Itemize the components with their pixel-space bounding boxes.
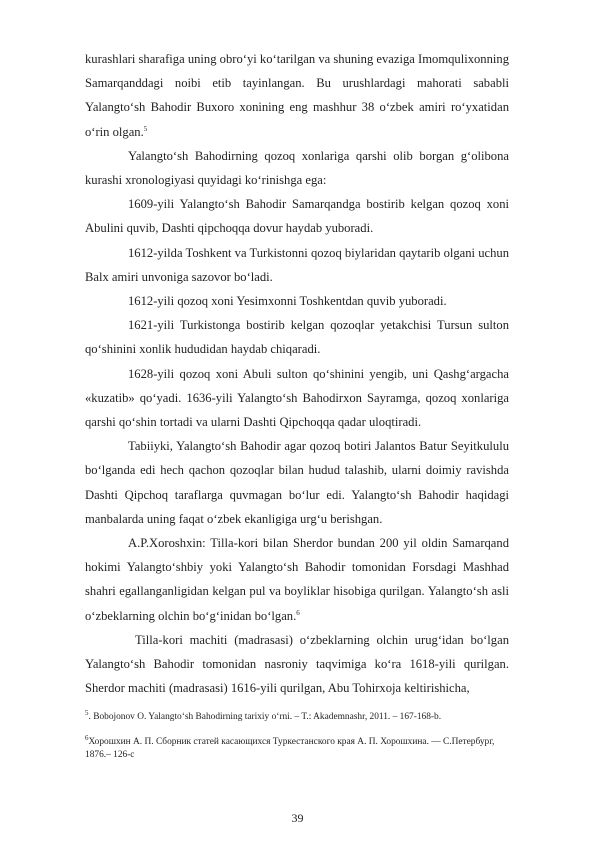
paragraph: 1609-yili Yalangto‘sh Bahodir Samarqandga bostirib kelgan qozoq xoni Abulini quvib, Dashti qipchoqqa dovur haydab yuboradi. [85,197,509,236]
body-text [85,47,509,700]
paragraph: A.P.Xoroshxin: Tilla-kori bilan Sherdor bundan 200 yil oldin Samarqand hokimi Yalangto‘shbiy yoki Yalangto‘sh Bahodir tomonidan Forsdagi Mashhad shahri egallanganligidan kelgan pul va boyliklar hisobiga qurilgan. Yalangto‘sh asli o‘zbeklarning olchin bo‘g‘inidan bo‘lgan.$^6$ [85,536,509,623]
footnote: $^6$Хорошхин А. П. Сборник статей касающихся Туркестанского края А. П. Хорошхина. — С.Петербург, 1876.– 126-с [85,733,495,760]
paragraph: Tabiiyki, Yalangto‘sh Bahodir agar qozoq botiri Jalantos Batur Seyitkululu bo‘lganda edi hech qachon qozoqlar bilan hudud talashib, ularni doimiy ravishda Dashti Qipchoq taraflarga quvmagan bo‘lur edi. Yalangto‘sh Bahodir haqidagi manbalarda uning faqat o‘zbek ekanligiga urg‘u berishgan. [85,439,509,526]
paragraph: kurashlari sharafiga uning obro‘yi ko‘tarilgan va shuning evaziga Imomqulixonning Samarqanddagi noibi etib tayinlangan. Bu urushlardagi mahorati sababli Yalangto‘sh Bahodir Buxoro xonining eng mashhur 38 o‘zbek amiri ro‘yxatidan o‘rin olgan.$^5$ [85,52,509,139]
footnote-mark: 6 [85,733,89,742]
footnote-ref[interactable]: 6 [296,608,300,617]
paragraph: Tilla-kori machiti (madrasasi) o‘zbeklarning olchin urug‘idan bo‘lgan Yalangto‘sh Bahodir tomonidan nasroniy taqvimiga ko‘ra 1618-yili qurilgan. Sherdor machiti (madrasasi) 1616-yili qurilgan, Abu Tohirxoja keltirishicha, [85,632,509,696]
paragraph: 1612-yili qozoq xoni Yesimxonni Toshkentdan quvib yuboradi. [128,294,447,309]
footnote-ref[interactable]: 5 [143,124,148,133]
footnotes [85,708,509,762]
paragraph: 1621-yili Turkistonga bostirib kelgan qozoqlar yetakchisi Tursun sulton qo‘shinini xonlik hududidan haydab chiqaradi. [85,318,509,357]
footnote-mark: 5 [85,708,89,717]
paragraph: 1612-yilda Toshkent va Turkistonni qozoq biylaridan qaytarib olgani uchun Balx amiri unvoniga sazovor bo‘ladi. [85,245,509,284]
paragraph: Yalangto‘sh Bahodirning qozoq xonlariga qarshi olib borgan g‘olibona kurashi xronologiyasi quyidagi ko‘rinishga ega: [85,148,509,188]
page-number: 39 [291,811,304,825]
paragraph: 1628-yili qozoq xoni Abuli sulton qo‘shinini yengib, uni Qashg‘argacha «kuzatib» qo‘yadi. 1636-yili Yalangto‘sh Bahodirxon Sayramga, qozoq xonlariga qarshi qo‘shin tortadi va ularni Dashti Qipchoqqa qadar uloqtiradi. [85,366,509,430]
footnote: $^5$. Bobojonov O. Yalangto‘sh Bahodirning tarixiy o‘rni. – T.: Akademnashr, 2011. – 167-168-b. [85,708,442,722]
